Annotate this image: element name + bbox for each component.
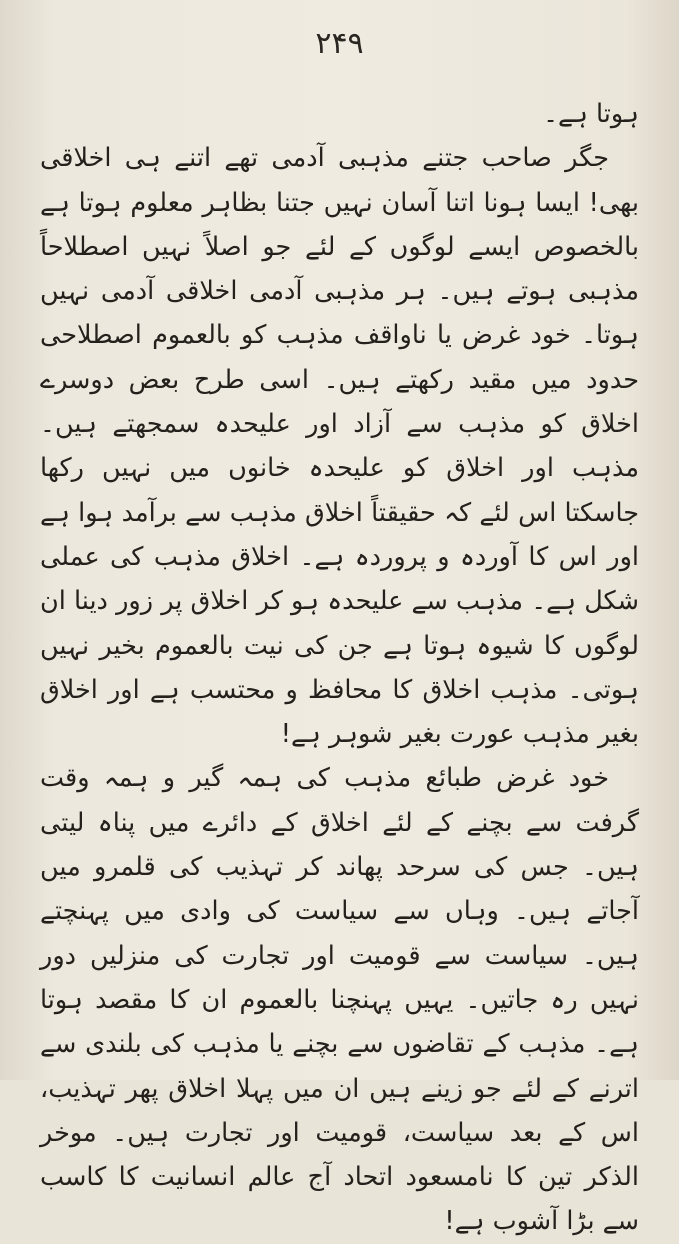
paragraph-continuation: ہوتا ہے۔ — [543, 99, 639, 129]
page-body — [40, 92, 639, 1244]
paragraph-selfish-natures: خود غرض طبائع مذہب کی ہمہ گیر و ہمہ وقت گرفت سے بچنے کے لئے اخلاق کے دائرے میں پناہ لیتی ہیں۔ جس کی سرحد پھاند کر تہذیب کی قلمرو میں آجاتے ہیں۔ وہاں سے سیاست کی وادی میں پہنچتے ہیں۔ سیاست سے قومیت اور تجارت کی منزلیں دور نہیں رہ جاتیں۔ یہیں پہنچنا بالعموم ان کا مقصد ہوتا ہے۔ مذہب کے تقاضوں سے بچنے یا مذہب کی بلندی سے اترنے کے لئے جو زینے ہیں ان میں پہلا اخلاق پھر تہذیب، اس کے بعد سیاست، قومیت اور تجارت ہیں۔ موخر الذکر تین کا نامسعود اتحاد آج عالم انسانیت کا کاسب سے بڑا آشوب ہے! — [40, 763, 639, 1237]
page-number: ۲۴۹ — [315, 26, 364, 61]
paragraph-religion-ethics: جگر صاحب جتنے مذہبی آدمی تھے اتنے ہی اخلاقی بھی! ایسا ہونا اتنا آسان نہیں جتنا بظاہر معلوم ہوتا ہے بالخصوص ایسے لوگوں کے لئے جو اصلاً نہیں اصطلاحاً مذہبی ہوتے ہیں۔ ہر مذہبی آدمی اخلاقی آدمی نہیں ہوتا۔ خود غرض یا ناواقف مذہب کو بالعموم اصطلاحی حدود میں مقید رکھتے ہیں۔ اسی طرح بعض دوسرے اخلاق کو مذہب سے آزاد اور علیحدہ سمجھتے ہیں۔ مذہب اور اخلاق کو علیحدہ خانوں میں نہیں رکھا جاسکتا اس لئے کہ حقیقتاً اخلاق مذہب سے برآمد ہوا ہے اور اس کا آوردہ و پروردہ ہے۔ اخلاق مذہب کی عملی شکل ہے۔ مذہب سے علیحدہ ہو کر اخلاق پر زور دینا ان لوگوں کا شیوہ ہوتا ہے جن کی نیت بالعموم بخیر نہیں ہوتی۔ مذہب اخلاق کا محافظ و محتسب ہے اور اخلاق بغیر مذہب عورت بغیر شوہر ہے! — [40, 143, 639, 750]
